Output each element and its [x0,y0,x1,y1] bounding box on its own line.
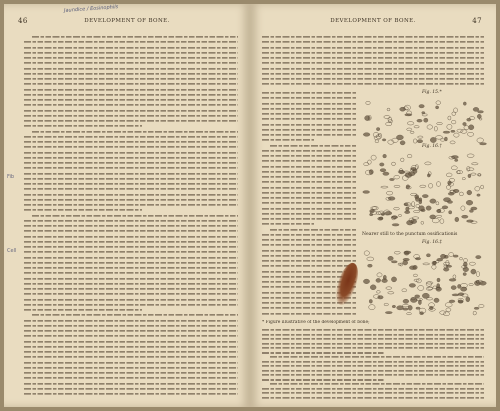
cell-mark [462,215,468,218]
cell-mark [469,125,474,130]
cell-mark [467,168,474,171]
cell-mark [380,163,384,166]
cell-mark [384,303,388,306]
cell-mark [382,279,388,283]
cell-mark [369,305,375,310]
cell-mark [380,169,386,172]
footnote-lead: * Figure illustrative of the development of bone; [262,320,370,325]
cell-mark [382,139,386,141]
cell-mark [444,137,447,141]
cell-mark [414,126,419,128]
cell-mark [392,305,395,308]
cell-mark [475,186,480,191]
cell-mark [449,300,455,303]
cell-mark [463,122,467,125]
cell-mark [436,215,441,217]
cell-mark [374,136,380,140]
cell-mark [467,132,473,136]
cell-mark [364,163,369,166]
cell-mark [365,116,371,121]
cell-mark [392,224,399,226]
cell-mark [436,136,443,140]
cell-mark [446,173,452,177]
cell-mark [480,281,487,285]
cell-mark [459,192,463,196]
margin-annotation: Cell [7,248,17,254]
cell-mark [427,125,433,129]
cell-mark [435,126,438,131]
running-title: DEVELOPMENT OF BONE. [84,18,170,24]
cell-mark [447,201,452,204]
cell-mark [381,186,388,188]
figure-label: Fig. 15.* [422,90,442,95]
cell-mark [419,206,425,211]
cell-mark [425,162,431,165]
cell-mark [458,284,461,288]
cell-mark [398,215,401,217]
left-page [4,4,250,407]
cell-mark [469,284,474,286]
figure-label: Fig. 16.‡ [422,240,442,245]
cell-mark [446,260,449,265]
footnotes [262,327,484,399]
cell-mark [477,174,480,176]
cell-mark [449,211,452,214]
cell-mark [377,273,382,277]
cell-mark [406,185,410,189]
cell-mark [403,299,409,303]
cell-mark [457,129,463,132]
cell-mark [409,284,415,288]
cell-mark [478,111,484,113]
cell-mark [469,262,475,265]
cell-mark [386,287,392,290]
cell-mark [440,254,445,258]
cell-mark [376,128,379,131]
cell-mark [447,124,452,129]
cell-mark [419,200,422,204]
cell-mark [415,165,418,169]
cell-mark [415,197,419,202]
cell-mark [467,118,471,121]
cell-mark [461,287,467,291]
cell-mark [451,130,455,132]
cell-mark [454,133,459,137]
cell-mark [373,132,379,137]
cell-mark [477,194,480,196]
cell-mark [472,163,479,165]
cell-mark [391,261,397,263]
cell-mark [449,252,454,256]
cell-mark [434,298,439,302]
cell-mark [423,263,430,265]
cell-mark [455,159,458,161]
cell-mark [384,116,390,119]
cell-mark [433,261,436,264]
cell-mark [367,257,374,261]
cell-mark [396,135,403,140]
page-number: 47 [472,17,482,25]
cell-mark [473,311,476,315]
cell-mark [432,265,436,269]
cell-mark [405,211,410,214]
cell-mark [421,221,424,224]
cell-mark [401,158,405,162]
cell-mark [440,219,444,224]
cell-mark [452,120,456,124]
cell-mark [394,185,400,187]
handwritten-note: Jaundice / Eosinophils [63,4,119,14]
cell-mark [428,184,432,189]
right-body-text-top [262,34,484,88]
cell-mark [379,217,383,219]
cell-mark [463,273,466,276]
cell-mark [452,112,456,116]
cell-mark [450,141,455,144]
cell-mark [371,155,376,160]
cell-mark [418,136,423,138]
cell-mark [388,256,393,260]
cell-mark [390,178,395,180]
cell-mark [466,297,470,302]
cell-mark [363,191,370,194]
cell-mark [474,307,479,309]
cell-mark [371,207,377,210]
cell-mark [407,313,412,315]
text-line [24,391,238,396]
cell-mark [410,131,414,133]
cell-mark [375,140,379,143]
cell-mark [477,114,481,118]
cell-mark [443,312,449,316]
cell-mark [436,101,441,105]
book-spread [4,4,496,407]
cell-mark [481,185,484,189]
cell-mark [449,279,456,282]
cell-mark [477,138,484,143]
cell-mark [394,251,400,254]
cell-mark [437,123,443,125]
cell-mark [467,154,474,158]
cell-mark [468,174,471,178]
cell-mark [448,116,451,120]
text-line [262,81,484,86]
cell-mark [466,200,473,205]
cell-mark [415,295,420,298]
cell-mark [430,199,436,203]
cell-mark [364,251,369,256]
cell-mark [385,211,392,215]
cell-mark [403,258,409,261]
cell-mark [430,137,436,142]
cell-mark [436,202,439,205]
left-body-text [24,34,238,396]
cell-mark [471,173,477,175]
cell-mark [422,114,427,116]
cell-mark [377,291,381,294]
left-page-header [4,18,250,28]
cell-mark [446,265,452,267]
cell-mark [400,141,405,145]
text-line [262,395,484,400]
cell-mark [446,308,451,312]
cell-mark [406,207,409,211]
cell-mark [422,112,425,114]
cell-mark [370,285,376,290]
cell-mark [413,265,417,269]
cell-mark [426,254,430,257]
cell-mark [451,166,457,170]
cell-mark [407,220,414,225]
right-page [250,4,496,407]
cell-mark [394,207,400,210]
cell-mark [424,118,428,122]
cell-mark [385,312,392,314]
cell-mark [417,140,423,143]
cell-mark [463,267,469,272]
cell-mark [452,294,459,296]
cell-mark [476,272,479,277]
cell-mark [436,182,440,187]
cell-mark [429,306,433,310]
cell-mark [376,278,381,282]
figure-cells-2 [362,151,488,229]
cell-mark [426,287,432,290]
cell-mark [461,130,467,134]
figure-cells-1 [362,98,488,148]
cell-mark [387,108,390,111]
cell-mark [460,257,463,260]
cell-mark [368,264,373,267]
cell-mark [383,154,387,158]
cell-mark [369,299,372,303]
cell-mark [407,122,414,125]
cell-mark [388,292,394,294]
cell-mark [422,195,428,198]
cell-mark [366,101,370,104]
cell-mark [378,296,384,299]
cell-mark [430,215,436,219]
figure-cells-3 [362,248,488,318]
cell-mark [370,213,373,215]
cell-mark [411,193,417,196]
cell-mark [363,279,369,284]
cell-mark [469,210,473,213]
cell-mark [422,293,429,298]
cell-mark [404,251,411,254]
cell-mark [437,278,440,282]
cell-mark [457,171,460,174]
cell-mark [407,154,412,157]
cell-mark [383,172,389,175]
cell-mark [443,131,450,133]
cell-mark [392,162,396,165]
cell-mark [455,217,459,221]
cell-mark [413,169,417,173]
cell-mark [453,255,458,257]
cell-mark [391,277,396,282]
cell-mark [407,128,412,131]
cell-mark [368,160,372,164]
cell-mark [480,143,487,145]
cell-mark [448,192,454,195]
cell-mark [408,305,412,310]
cell-mark [419,105,424,108]
cell-mark [440,311,446,315]
cell-mark [402,289,407,292]
figure-label: Fig. 16.† [422,144,442,149]
cell-mark [451,286,456,290]
cell-mark [420,185,426,187]
cell-mark [479,304,484,307]
cell-mark [467,190,472,195]
cell-mark [476,256,481,259]
cell-mark [462,177,465,179]
cell-mark [426,206,431,210]
cell-mark [467,220,474,222]
cell-mark [413,274,417,277]
cell-mark [363,133,370,137]
page-number: 46 [18,17,28,25]
cell-mark [461,206,465,211]
cell-mark [394,175,400,179]
cell-mark [471,269,476,274]
cell-mark [463,102,466,105]
margin-annotation: Fib [7,174,15,180]
cell-mark [418,286,424,291]
cell-mark [417,119,422,122]
inline-caption: Nearer still to the punctum ossificationis [362,232,458,237]
cell-mark [436,106,439,109]
running-title: DEVELOPMENT OF BONE. [330,18,416,24]
text-line [262,311,356,316]
cell-mark [412,217,419,219]
cell-mark [451,156,458,159]
cell-mark [413,211,420,213]
right-page-header [250,18,496,28]
cell-mark [442,206,448,209]
cell-mark [386,191,392,195]
cell-mark [453,275,456,279]
cell-mark [413,139,417,143]
cell-mark [445,303,452,307]
